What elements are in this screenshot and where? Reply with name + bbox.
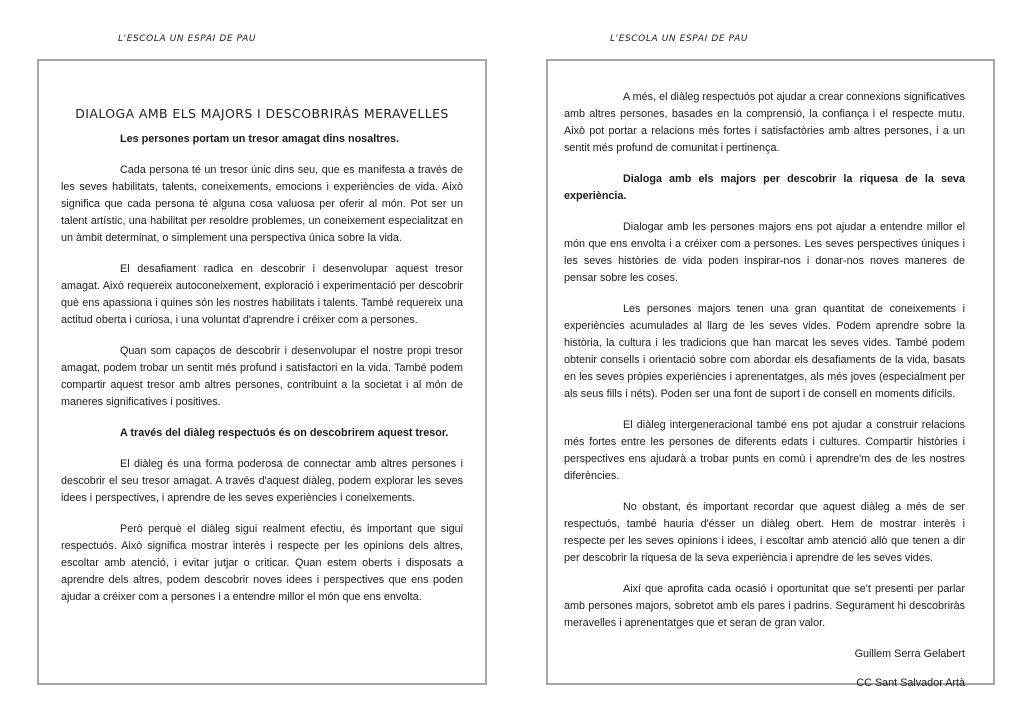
paragraph: El diàleg intergeneracional també ens pot ajudar a construir relacions més fortes entre les persones de diferents edats i cultures. Compartir històries i perspectives ens ajudarà a trobar punts en comú i aprendre'm des de les nostres diferències. [564,419,965,482]
paragraph: Cada persona té un tresor únic dins seu, que es manifesta a través de les seves habilitats, talents, coneixements, emocions i experiències de vida. Això significa que cada persona té alguna cosa valuosa per oferir al món. Pot ser un talent artístic, una habilitat per resoldre problemes, un coneixement especialitzat en un àmbit determinat, o simplement una perspectiva única sobre la vida. [61,164,463,244]
section-heading: Les persones portam un tresor amagat dins nosaltres. [120,133,400,145]
paragraph: No obstant, és important recordar que aquest diàleg a més de ser respectuós, també hauria d'ésser un diàleg obert. Hem de mostrar interès i respecte per les seves opinions i idees, i escoltar amb atenció allò que tenen a dir per descobrir la riquesa de la seva experiència i aprendre de les seves vides. [564,501,965,564]
page-right [546,59,995,689]
paragraph: Quan som capaços de descobrir i desenvolupar el nostre propi tresor amagat, podem trobar un sentit més profund i satisfactori en la vida. També podem compartir aquest tresor amb altres persones, contribuint a la societat i al món de maneres significatives i positives. [61,345,463,408]
paragraph: A més, el diàleg respectuós pot ajudar a crear connexions significatives amb altres persones, basades en la comprensió, la confiança i el respecte mutu. Això pot portar a relacions més fortes i satisfactòries amb altres persones, i a un sentit més profund de comunitat i pertinença. [564,91,965,154]
paragraph: Així que aprofita cada ocasió i oportunitat que se't presenti per parlar amb persones majors, sobretot amb els pares i padrins. Segurament hi descobriràs meravelles i aprenentatges que et seran de gran valor. [564,583,965,629]
running-header-left: L'ESCOLA UN ESPAI DE PAU [118,34,257,44]
running-header-right: L'ESCOLA UN ESPAI DE PAU [610,34,749,44]
page-left-body [39,106,485,620]
paragraph: Les persones majors tenen una gran quantitat de coneixements i experiències acumulades al llarg de les seves vides. Podem aprendre sobre la història, la cultura i les tradicions que han marcat les seves vides. També podem obtenir consells i orientació sobre com abordar els desafiaments de la vida, basats en les seves pròpies experiències i aprenentatges, als més joves (especialment per als seus fills i néts). Poden ser una font de suport i de consell en moments difícils. [564,303,965,400]
page-left [37,59,487,685]
page-right-body [548,89,993,704]
article-title: DIALOGA AMB ELS MAJORS I DESCOBRIRÀS MERAVELLES [75,106,449,121]
paragraph: Però perquè el diàleg sigui realment efectiu, és important que sigui respectuós. Això significa mostrar interès i respecte per les opinions dels altres, escoltar amb atenció, i evitar jutjar o criticar. Quan estem oberts i disposats a aprendre dels altres, podem descobrir noves idees i perspectives que ens poden ajudar a créixer com a persones i a entendre millor el món que ens envolta. [61,523,463,603]
section-heading: Dialoga amb els majors per descobrir la riquesa de la seva experiència. [564,173,965,202]
paragraph: Dialogar amb les persones majors ens pot ajudar a entendre millor el món que ens envolta i a créixer com a persones. Les seves perspectives úniques i les seves històries de vida poden inspirar-nos i donar-nos noves maneres de pensar sobre les coses. [564,221,965,284]
author-name: Guillem Serra Gelabert [854,648,965,660]
right-paragraphs [564,89,965,632]
school-name: CC Sant Salvador Artà [856,677,965,689]
paragraph: El desafiament radica en descobrir i desenvolupar aquest tresor amagat. Això requereix autoconeixement, exploració i experimentació per descobrir què ens apassiona i quines són les nostres habilitats i talents. També requereix una actitud oberta i curiosa, i una voluntat d'aprendre i créixer com a persones. [61,263,463,326]
paragraph: El diàleg és una forma poderosa de connectar amb altres persones i descobrir el seu tresor amagat. A través d'aquest diàleg, podem explorar les seves idees i perspectives, i aprendre de les seves experiències i coneixements. [61,458,463,504]
section-heading: A través del diàleg respectuós és on descobrirem aquest tresor. [120,427,449,439]
left-paragraphs [61,131,463,606]
